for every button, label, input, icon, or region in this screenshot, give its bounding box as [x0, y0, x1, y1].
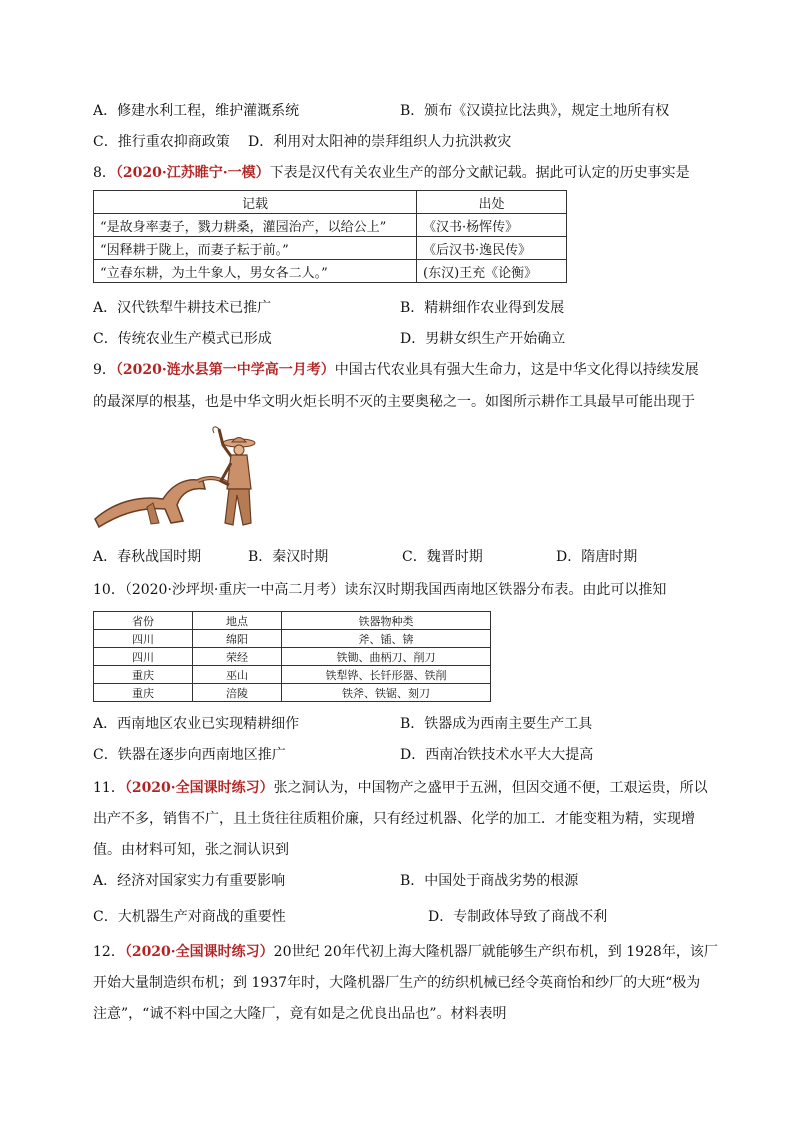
q9-source: （2020·涟水县第一中学高一月考） [115, 362, 335, 378]
q8-option-d: D．男耕女织生产开始确立 [400, 331, 566, 347]
plow-illustration [93, 423, 265, 533]
table-cell: 四川 [94, 630, 193, 648]
q10-table [93, 611, 491, 702]
q8-number: 8． [93, 165, 116, 181]
q8-text: 下表是汉代有关农业生产的部分文献记载。据此可认定的历史事实是 [269, 165, 690, 181]
q10-number: 10． [93, 582, 125, 598]
table-cell: 铁斧、铁锯、刻刀 [282, 684, 491, 702]
q9-stem-line2: 的最深厚的根基，也是中华文明火炬长明不灭的主要奥秘之一。如图所示耕作工具最早可能出现于 [93, 394, 695, 410]
q8-source: （2020·江苏睢宁·一模） [115, 165, 270, 181]
table-row [94, 214, 567, 237]
q9-text1: 中国古代农业具有强大生命力，这是中华文化得以持续发展 [334, 362, 699, 378]
table-cell: “是故身率妻子，戮力耕桑，灌园治产，以给公上” [94, 214, 417, 237]
q10-source: （2020·沙坪坝·重庆一中高二月考） [124, 582, 345, 598]
table-row [94, 237, 567, 260]
table-header-cell: 省份 [94, 612, 193, 630]
q11-stem-line2: 出产不多，销售不广，且土货往往质粗价廉，只有经过机器、化学的加工．才能变粗为精，实现增 [93, 811, 695, 827]
q7-option-d: D．利用对太阳神的崇拜组织人力抗洪救灾 [248, 134, 512, 150]
table-row [94, 648, 491, 666]
q8-option-c: C．传统农业生产模式已形成 [93, 331, 272, 347]
table-row [94, 684, 491, 702]
q9-option-a: A．春秋战国时期 [93, 549, 202, 565]
q10-stem [93, 580, 666, 600]
table-cell: 四川 [94, 648, 193, 666]
table-cell: 涪陵 [193, 684, 282, 702]
table-cell: 斧、锸、锛 [282, 630, 491, 648]
table-cell: 铁锄、曲柄刀、削刀 [282, 648, 491, 666]
q10-option-b: B．铁器成为西南主要生产工具 [400, 716, 593, 732]
q12-stem-line1 [93, 942, 718, 962]
q10-option-a: A．西南地区农业已实现精耕细作 [93, 716, 300, 732]
q9-stem-line1 [93, 360, 699, 380]
q8-table [93, 190, 567, 283]
q11-option-b: B．中国处于商战劣势的根源 [400, 873, 579, 889]
q8-stem [93, 163, 690, 183]
q9-option-d: D．隋唐时期 [556, 549, 638, 565]
q11-option-d: D．专制政体导致了商战不利 [428, 909, 608, 925]
table-header-row [94, 191, 567, 214]
q8-option-b: B．精耕细作农业得到发展 [400, 300, 565, 316]
q8-option-a: A．汉代铁犁牛耕技术已推广 [93, 300, 272, 316]
q11-number: 11． [93, 780, 125, 796]
table-row [94, 630, 491, 648]
q9-option-c: C．魏晋时期 [402, 549, 483, 565]
q9-option-b: B．秦汉时期 [248, 549, 329, 565]
q11-option-a: A．经济对国家实力有重要影响 [93, 873, 286, 889]
table-header-cell: 铁器物种类 [282, 612, 491, 630]
table-cell: 重庆 [94, 684, 193, 702]
q11-stem-line1 [93, 778, 708, 798]
q10-option-d: D．西南冶铁技术水平大大提高 [400, 747, 594, 763]
table-cell: 巫山 [193, 666, 282, 684]
q12-stem-line3: 注意”，“诚不料中国之大隆厂，竟有如是之优良出品也”。材料表明 [93, 1006, 507, 1022]
table-cell: 铁犁铧、长钎形器、铁削 [282, 666, 491, 684]
table-row [94, 260, 567, 283]
q7-option-b: B．颁布《汉谟拉比法典》，规定土地所有权 [400, 103, 670, 119]
table-header-cell: 记载 [94, 191, 417, 214]
q7-option-a: A．修建水利工程，维护灌溉系统 [93, 103, 300, 119]
q12-source: （2020·全国课时练习） [124, 944, 274, 960]
q10-option-c: C．铁器在逐步向西南地区推广 [93, 747, 286, 763]
table-header-row [94, 612, 491, 630]
q10-text: 读东汉时期我国西南地区铁器分布表。由此可以推知 [344, 582, 667, 598]
q12-stem-line2: 开始大量制造织布机；到 1937年时，大隆机器厂生产的纺织机械已经令英商怡和纱厂的大班“极为 [93, 975, 701, 991]
q9-number: 9． [93, 362, 116, 378]
table-cell: “因释耕于陇上，而妻子耘于前。” [94, 237, 417, 260]
q12-text1: 20世纪 20年代初上海大隆机器厂就能够生产织布机，到 1928年，该厂 [273, 944, 718, 960]
q11-source: （2020·全国课时练习） [124, 780, 274, 796]
q12-number: 12． [93, 944, 125, 960]
table-cell: “立春东耕，为土牛象人，男女各二人。” [94, 260, 417, 283]
q11-stem-line3: 值。由材料可知，张之洞认识到 [93, 842, 289, 858]
table-cell: 绵阳 [193, 630, 282, 648]
table-header-cell: 出处 [417, 191, 567, 214]
table-cell: 《汉书·杨恽传》 [417, 214, 567, 237]
table-cell: 《后汉书·逸民传》 [417, 237, 567, 260]
q11-text1: 张之洞认为，中国物产之盛甲于五洲，但因交通不便，工艰运贵，所以 [273, 780, 708, 796]
table-cell: 重庆 [94, 666, 193, 684]
q11-option-c: C．大机器生产对商战的重要性 [93, 909, 286, 925]
q7-option-c: C．推行重农抑商政策 [93, 134, 230, 150]
table-row [94, 666, 491, 684]
table-cell: (东汉)王充《论衡》 [417, 260, 567, 283]
table-cell: 荣经 [193, 648, 282, 666]
table-header-cell: 地点 [193, 612, 282, 630]
